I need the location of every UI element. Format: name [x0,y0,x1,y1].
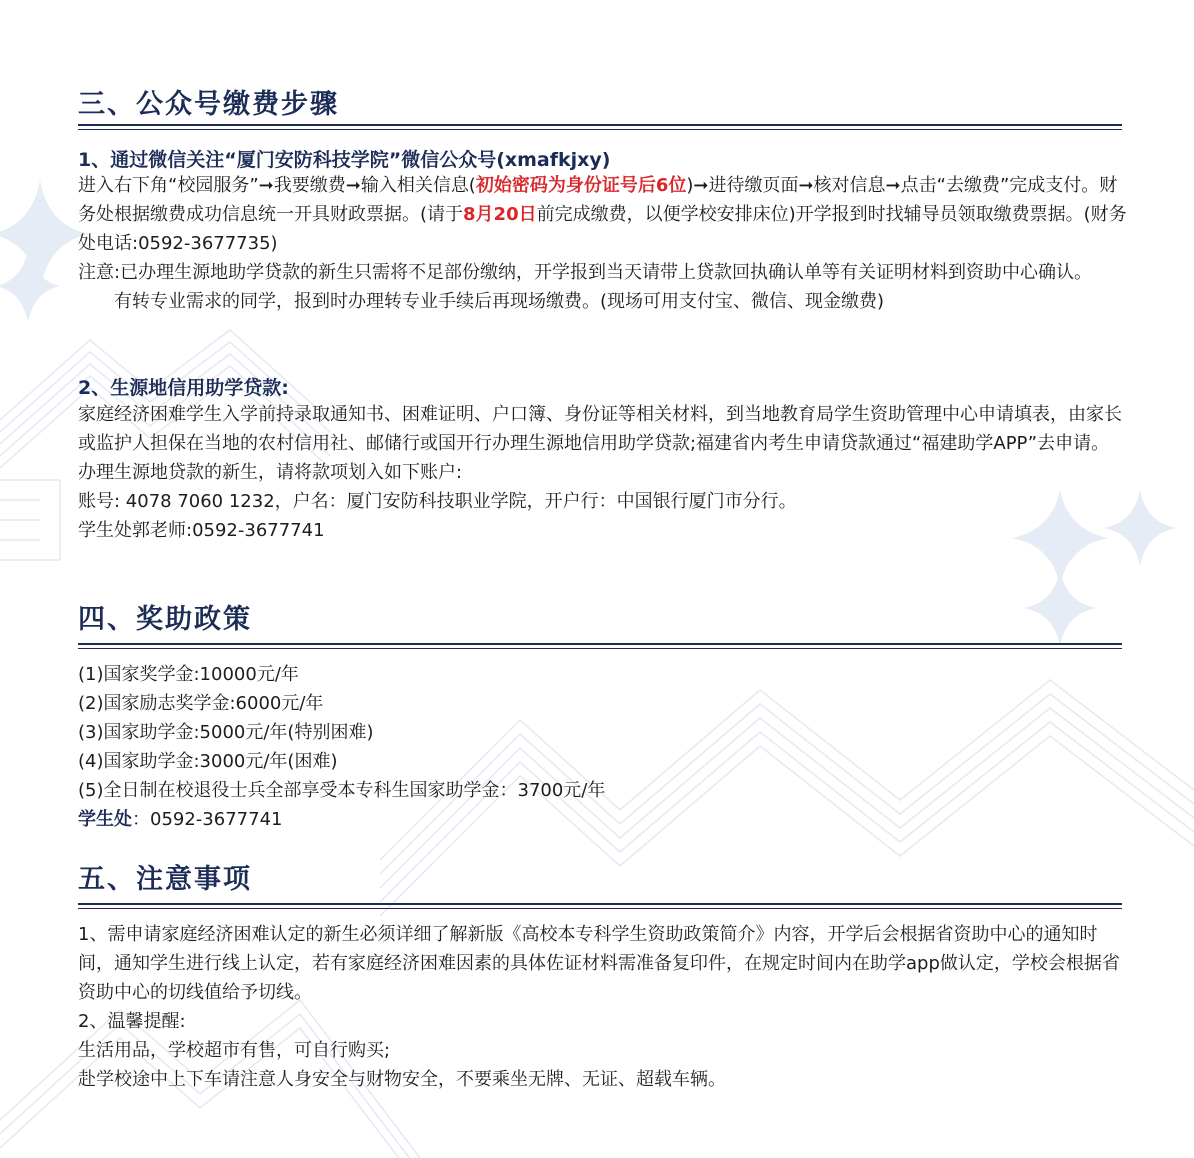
subheading-wechat-account: 1、通过微信关注“厦门安防科技学院”微信公众号(xmafkjxy) [78,149,611,171]
loan-transfer-note: 办理生源地贷款的新生，请将款项划入如下账户: [78,462,463,483]
notices-content [78,920,1130,1094]
payment-instructions [78,171,1130,316]
loan-instructions [78,400,1130,545]
deadline-date: 8月20日 [463,204,537,225]
major-transfer-note: 有转专业需求的同学，报到时办理转专业手续后再现场缴费。(现场可用支付宝、微信、现金缴费) [114,291,885,312]
loan-application-paragraph: 家庭经济困难学生入学前持录取通知书、困难证明、户口簿、身份证等相关材料，到当地教育局学生资助管理中心申请填表，由家长或监护人担保在当地的农村信用社、邮储行或国开行办理生源地信用助学贷款;福建省内考生申请贷款通过“福建助学APP”去申请。 [78,404,1122,454]
section-divider [78,124,1122,130]
section-title-scholarships: 四、奖助政策 [78,604,252,635]
daily-supplies-note: 生活用品，学校超市有售，可自行购买; [78,1040,391,1061]
scholarship-item: (4)国家助学金:3000元/年(困难) [78,751,338,772]
hardship-certification-note: 1、需申请家庭经济困难认定的新生必须详细了解新版《高校本专科学生资助政策简介》内容，开学后会根据省资助中心的通知时间，通知学生进行线上认定，若有家庭经济困难因素的具体佐证材料需准备复印件，在规定时间内在助学app做认定，学校会根据省资助中心的切线值给予切线。 [78,924,1120,1003]
travel-safety-note: 赴学校途中上下车请注意人身安全与财物安全，不要乘坐无牌、无证、超载车辆。 [78,1069,726,1090]
section-title-payment-steps: 三、公众号缴费步骤 [78,89,339,120]
scholarship-item: (2)国家励志奖学金:6000元/年 [78,693,324,714]
section-divider [78,643,1122,649]
initial-password-note: 初始密码为身份证号后6位 [475,175,687,196]
subheading-student-loan: 2、生源地信用助学贷款: [78,377,289,399]
student-office-contact: 学生处郭老师:0592-3677741 [78,520,325,541]
scholarship-item: (5)全日制在校退役士兵全部享受本专科生国家助学金：3700元/年 [78,780,606,801]
scholarship-item: (3)国家助学金:5000元/年(特别困难) [78,722,374,743]
section-title-notices: 五、注意事项 [78,864,252,895]
section-divider [78,903,1122,909]
warm-reminder-heading: 2、温馨提醒: [78,1011,186,1032]
student-office-phone: 学生处：0592-3677741 [78,809,283,830]
bank-account-info: 账号: 4078 7060 1232，户名：厦门安防科技职业学院，开户行：中国银行厦门市分行。 [78,491,797,512]
scholarship-list [78,660,1130,834]
payment-steps-paragraph: 进入右下角“校园服务”➞我要缴费➞输入相关信息(初始密码为身份证号后6位)➞进待缴页面➞核对信息➞点击“去缴费”完成支付。财务处根据缴费成功信息统一开具财政票据。(请于8月20日前完成缴费，以便学校安排床位)开学报到时找辅导员领取缴费票据。(财务处电话:0592-3677735) [78,175,1127,254]
scholarship-item: (1)国家奖学金:10000元/年 [78,664,299,685]
loan-student-note: 注意:已办理生源地助学贷款的新生只需将不足部份缴纳，开学报到当天请带上贷款回执确认单等有关证明材料到资助中心确认。 [78,262,1093,283]
